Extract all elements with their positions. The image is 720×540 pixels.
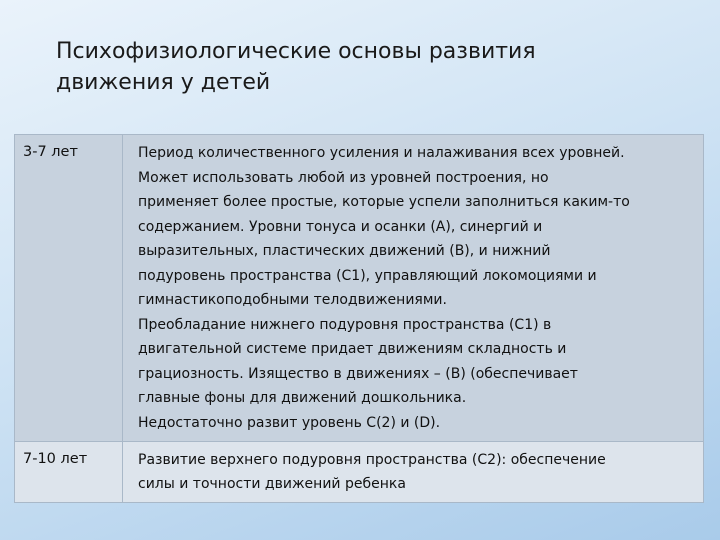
table-row xyxy=(15,135,704,442)
description-line: двигательной системе придает движениям складность и xyxy=(138,341,567,357)
description-line: содержанием. Уровни тонуса и осанки (А), синергий и xyxy=(138,218,543,235)
description-line: Преобладание нижнего подуровня пространства (С1) в xyxy=(138,316,552,333)
table-row xyxy=(15,442,704,503)
description-line: Недостаточно развит уровень С(2) и (D). xyxy=(138,414,441,431)
age-periods-table xyxy=(14,134,704,503)
description-line: Период количественного усиления и налаживания всех уровней. xyxy=(138,145,625,161)
description-line: главные фоны для движений дошкольника. xyxy=(138,390,467,406)
slide-title-line-1: Психофизиологические основы развития xyxy=(56,39,536,64)
age-cell: 7-10 лет xyxy=(15,442,123,503)
description-cell xyxy=(123,442,704,503)
age-cell: 3-7 лет xyxy=(15,135,123,442)
description-cell xyxy=(123,135,704,442)
description-line: выразительных, пластических движений (В), и нижний xyxy=(138,243,551,259)
description-line: Развитие верхнего подуровня пространства (С2): обеспечение xyxy=(138,452,606,468)
slide-title xyxy=(56,36,656,98)
description-line: Может использовать любой из уровней построения, но xyxy=(138,169,549,186)
description-line: грациозность. Изящество в движениях – (В) (обеспечивает xyxy=(138,365,578,382)
description-line: силы и точности движений ребенка xyxy=(138,476,406,492)
description-line: гимнастикоподобными телодвижениями. xyxy=(138,292,447,308)
description-line: подуровень пространства (С1), управляющий локомоциями и xyxy=(138,267,597,284)
slide-title-line-2: движения у детей xyxy=(56,70,271,95)
description-line: применяет более простые, которые успели заполниться каким-то xyxy=(138,194,630,210)
